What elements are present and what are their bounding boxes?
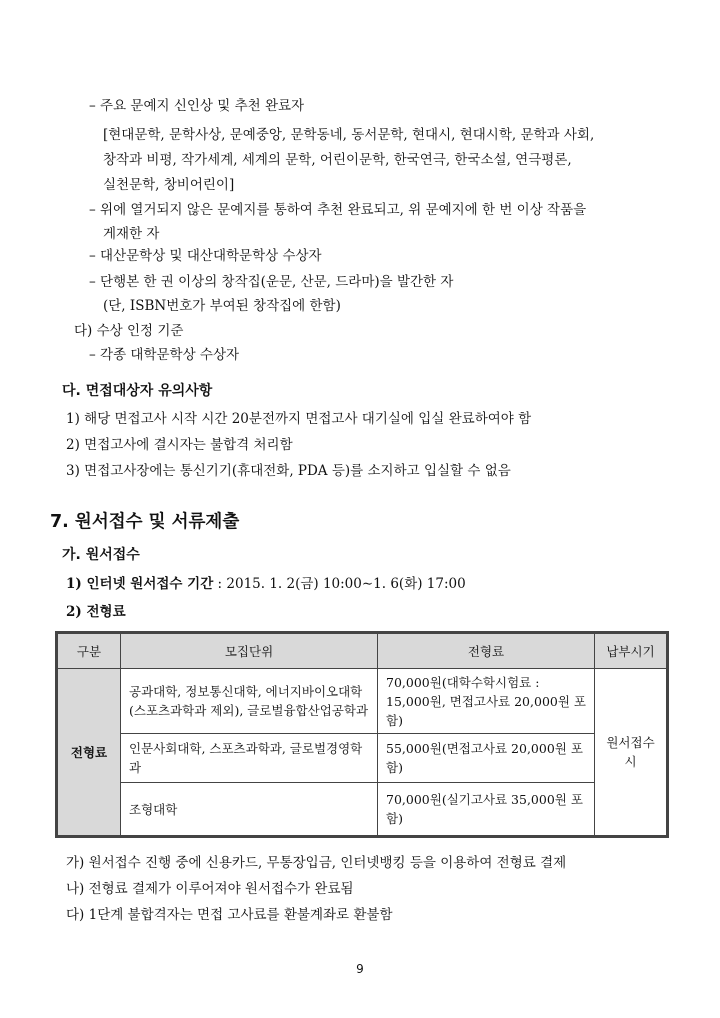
fee-table-header	[58, 634, 667, 669]
bullet-university-award: – 각종 대학문학상 수상자	[89, 347, 240, 363]
application-period	[66, 575, 466, 593]
fee-label: 2) 전형료	[66, 604, 126, 620]
payment-note-3: 다) 1단계 불합격자는 면접 고사료를 환불계좌로 환불함	[66, 907, 393, 923]
interview-note-1: 1) 해당 면접고사 시작 시간 20분전까지 면접고사 대기실에 입실 완료하여야 함	[66, 411, 532, 427]
bullet-other-magazines-cont: 게재한 자	[103, 226, 160, 242]
payment-note-1: 가) 원서접수 진행 중에 신용카드, 무통장입금, 인터넷뱅킹 등을 이용하여 전형료 결제	[66, 855, 567, 871]
header-category: 구분	[58, 634, 121, 669]
table-row	[58, 783, 667, 836]
bullet-literary-magazines: – 주요 문예지 신인상 및 추천 완료자	[89, 98, 305, 114]
interview-notes-heading: 다. 면접대상자 유의사항	[62, 383, 213, 399]
section-7-title: 7. 원서접수 및 서류제출	[50, 512, 240, 532]
interview-note-2: 2) 면접고사에 결시자는 불합격 처리함	[66, 437, 293, 453]
header-fee: 전형료	[378, 634, 595, 669]
interview-note-3: 3) 면접고사장에는 통신기기(휴대전화, PDA 등)를 소지하고 입실할 수 없음	[66, 463, 511, 479]
magazine-list-line-2: 창작과 비평, 작가세계, 세계의 문학, 어린이문학, 한국연극, 한국소설, 연극평론,	[103, 152, 572, 168]
header-pay-time: 납부시기	[595, 634, 667, 669]
magazine-list-line-1: [현대문학, 문학사상, 문예중앙, 문학동네, 동서문학, 현대시, 현대시학, 문학과 사회,	[103, 127, 595, 143]
unit-cell: 조형대학	[121, 783, 378, 836]
magazine-list-line-3: 실천문학, 창비어린이]	[103, 177, 235, 193]
application-heading: 가. 원서접수	[62, 547, 140, 563]
fee-cell: 70,000원(대학수학시험료 : 15,000원, 면접고사료 20,000원 포함)	[378, 669, 595, 734]
pay-time-cell: 원서접수 시	[595, 669, 667, 836]
fee-cell: 55,000원(면접고사료 20,000원 포함)	[378, 734, 595, 783]
category-cell: 전형료	[58, 669, 121, 836]
fee-table	[55, 631, 669, 838]
payment-note-2: 나) 전형료 결제가 이루어져야 원서접수가 완료됨	[66, 881, 354, 897]
unit-cell: 인문사회대학, 스포츠과학과, 글로벌경영학과	[121, 734, 378, 783]
application-period-value: : 2015. 1. 2(금) 10:00∼1. 6(화) 17:00	[217, 576, 466, 592]
award-criteria-heading: 다) 수상 인정 기준	[74, 323, 184, 339]
table-row	[58, 669, 667, 734]
application-period-label: 1) 인터넷 원서접수 기간	[66, 576, 214, 592]
table-row	[58, 734, 667, 783]
bullet-published-book: – 단행본 한 권 이상의 창작집(운문, 산문, 드라마)을 발간한 자	[89, 274, 454, 290]
fee-cell: 70,000원(실기고사료 35,000원 포함)	[378, 783, 595, 836]
bullet-daesan-award: – 대산문학상 및 대산대학문학상 수상자	[89, 248, 322, 264]
unit-cell: 공과대학, 정보통신대학, 에너지바이오대학(스포츠과학과 제외), 글로벌융합산업공학과	[121, 669, 378, 734]
page-number: 9	[356, 962, 364, 976]
bullet-published-book-note: (단, ISBN번호가 부여된 창작집에 한함)	[103, 298, 341, 314]
bullet-other-magazines: – 위에 열거되지 않은 문예지를 통하여 추천 완료되고, 위 문예지에 한 번 이상 작품을	[89, 202, 587, 218]
header-unit: 모집단위	[121, 634, 378, 669]
